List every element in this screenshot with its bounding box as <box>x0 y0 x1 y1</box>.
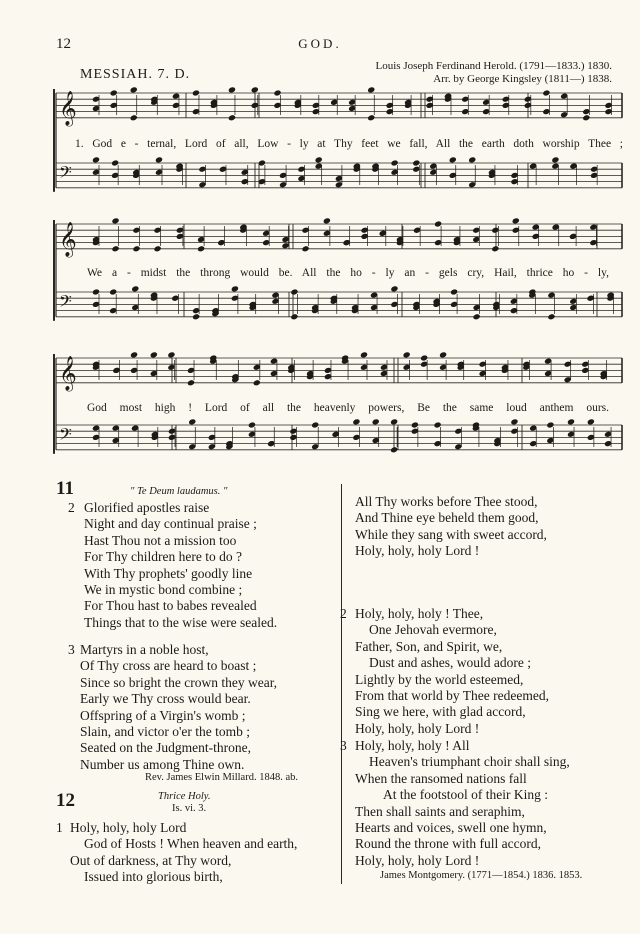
verse-line: Hast Thou not a mission too <box>84 532 237 548</box>
verse-line: Round the throne with full accord, <box>355 836 541 852</box>
verse-line: Slain, and victor o'er the tomb ; <box>80 724 251 740</box>
verse-line: Number us among Thine own. <box>80 756 245 772</box>
verse-line: Heaven's triumphant choir shall sing, <box>369 754 570 770</box>
page-number: 12 <box>56 36 71 52</box>
verse-line: God of Hosts ! When heaven and earth, <box>84 836 298 852</box>
arranger-credit: Arr. by George Kingsley (1811—) 1838. <box>433 73 612 85</box>
verse-line: Holy, holy, holy Lord ! <box>355 852 480 868</box>
hymn-12-stanza-2 <box>355 606 549 737</box>
verse-line: At the footstool of their King : <box>383 787 548 803</box>
hymn-12-stanza-1-continued <box>355 494 547 560</box>
hymn-12-stanza-1 <box>70 820 297 886</box>
svg-text:𝄞: 𝄞 <box>59 222 77 257</box>
verse-line: Holy, holy, holy Lord ! <box>355 543 480 559</box>
verse-line: Holy, holy, holy Lord ! <box>355 720 480 736</box>
verse-line: Martyrs in a noble host, <box>80 642 209 657</box>
chapter-heading: GOD. <box>298 36 342 51</box>
svg-text:𝄢: 𝄢 <box>59 424 72 448</box>
hymn-11-stanza-2 <box>84 500 277 631</box>
hymn-12-author: James Montgomery. (1771—1854.) 1836. 1853. <box>380 870 583 881</box>
verse-line: And Thine eye beheld them good, <box>355 510 539 526</box>
hymn-11-stanza-3-number: 3 <box>68 642 75 657</box>
verse-line: Offspring of a Virgin's womb ; <box>80 707 246 723</box>
hymn-11-author: Rev. James Elwin Millard. 1848. ab. <box>145 772 299 783</box>
verse-line: We in mystic bond combine ; <box>84 582 243 598</box>
composer-credit: Louis Joseph Ferdinand Herold. (1791—1833.) 1830. <box>375 60 612 72</box>
column-divider <box>341 484 342 884</box>
verse-line: From that world by Thee redeemed, <box>355 688 549 704</box>
svg-text:𝄢: 𝄢 <box>59 291 72 315</box>
hymn-12-stanza-2-number: 2 <box>340 606 347 621</box>
verse-line: Hearts and voices, swell one hymn, <box>355 820 547 836</box>
music-lyric-line-1: 1. God e - ternal, Lord of all, Low - ly at Thy feet we fall, All the earth doth worship Thee ; <box>75 138 623 150</box>
verse-line: For Thy children here to do ? <box>84 549 242 565</box>
hymn-11-stanza-3 <box>80 642 277 773</box>
verse-line: Things that to the wise were sealed. <box>84 614 278 630</box>
verse-line: Then shall saints and seraphim, <box>355 803 525 819</box>
hymn-11-number: 11 <box>56 478 74 499</box>
hymn-11-title: " Te Deum laudamus. " <box>130 486 228 497</box>
svg-text:𝄢: 𝄢 <box>59 162 72 186</box>
hymn-12-title: Thrice Holy. <box>158 791 211 802</box>
verse-line: Sing we here, with glad accord, <box>355 704 526 720</box>
verse-line: Seated on the Judgment-throne, <box>80 740 251 756</box>
verse-line: One Jehovah evermore, <box>369 622 497 638</box>
svg-text:𝄞: 𝄞 <box>59 356 77 391</box>
hymn-12-stanza-3 <box>355 738 570 869</box>
verse-line: With Thy prophets' goodly line <box>84 565 253 581</box>
music-lyric-line-3: God most high ! Lord of all the heavenly powers, Be the same loud anthem ours. <box>87 402 609 414</box>
verse-line: Father, Son, and Spirit, we, <box>355 638 503 654</box>
verse-line: All Thy works before Thee stood, <box>355 494 538 509</box>
verse-line: Out of darkness, at Thy word, <box>70 852 232 868</box>
verse-line: Lightly by the world esteemed, <box>355 671 524 687</box>
verse-line: Issued into glorious birth, <box>84 869 223 885</box>
hymn-12-stanza-1-number: 1 <box>56 820 63 835</box>
verse-line: Holy, holy, holy Lord <box>70 820 187 835</box>
verse-line: For Thou hast to babes revealed <box>84 598 257 614</box>
verse-line: Early we Thy cross would bear. <box>80 691 251 707</box>
hymn-12-stanza-3-number: 3 <box>340 738 347 753</box>
verse-line: Of Thy cross are heard to boast ; <box>80 658 257 674</box>
hymn-12-reference: Is. vi. 3. <box>172 803 207 814</box>
verse-line: Since so bright the crown they wear, <box>80 674 278 690</box>
verse-line: Holy, holy, holy ! Thee, <box>355 606 484 621</box>
verse-line: Holy, holy, holy ! All <box>355 738 470 753</box>
verse-line: Dust and ashes, would adore ; <box>369 655 531 671</box>
verse-line: Glorified apostles raise <box>84 500 210 515</box>
verse-line: While they sang with sweet accord, <box>355 526 547 542</box>
hymn-11-stanza-2-number: 2 <box>68 500 75 515</box>
hymn-12-number: 12 <box>56 790 75 811</box>
verse-line: Night and day continual praise ; <box>84 516 257 532</box>
svg-text:𝄞: 𝄞 <box>59 91 77 126</box>
tune-name: MESSIAH. 7. D. <box>80 67 191 82</box>
verse-line: When the ransomed nations fall <box>355 770 527 786</box>
music-lyric-line-2: We a - midst the throng would be. All the ho - ly an - gels cry, Hail, thrice ho - ly, <box>87 267 609 279</box>
